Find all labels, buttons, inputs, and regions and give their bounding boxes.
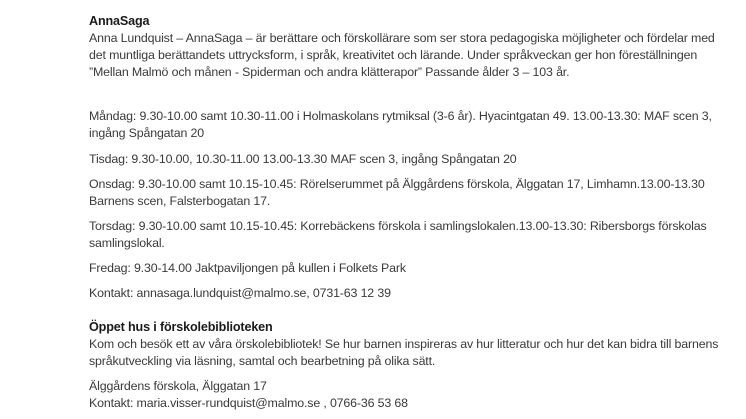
- schedule-monday: Måndag: 9.30-10.00 samt 10.30-11.00 i Holmaskolans rytmiksal (3-6 år). Hyacintgatan 49. 13.00-13.30: MAF scen 3, ingång Spångatan 20: [89, 109, 712, 140]
- schedule-tuesday: Tisdag: 9.30-10.00, 10.30-11.00 13.00-13.30 MAF scen 3, ingång Spångatan 20: [89, 152, 517, 166]
- schedule-wednesday: Onsdag: 9.30-10.00 samt 10.15-10.45: Rörelserummet på Älggårdens förskola, Älggatan 17, Limhamn.13.00-13.30 Barnens scen, Falsterbogatan 17.: [89, 177, 705, 208]
- open-house-contact: Kontakt: maria.visser-rundquist@malmo.se , 0766-36 53 68: [89, 396, 408, 410]
- open-house-heading: Öppet hus i förskolebiblioteken: [89, 320, 273, 334]
- annasaga-contact: Kontakt: annasaga.lundquist@malmo.se, 0731-63 12 39: [89, 286, 391, 300]
- schedule-friday: Fredag: 9.30-14.00 Jaktpaviljongen på kullen i Folkets Park: [89, 261, 406, 275]
- annasaga-section: [89, 13, 729, 81]
- annasaga-heading: AnnaSaga: [89, 14, 150, 28]
- annasaga-intro: Anna Lundquist – AnnaSaga – är berättare och förskollärare som ser stora pedagogiska möjligheter och fördelar med det muntliga berättandets uttrycksform, i språk, kreativitet och lärande. Under språkveckan ger hon föreställningen ”Mellan Malmö och månen - Spiderman och andra klätterapor” Passande ålder 3 – 103 år.: [89, 31, 715, 79]
- open-house-intro: Kom och besök ett av våra örskolebibliotek! Se hur barnen inspireras av hur litteratur och hur det kan bidra till barnens språkutveckling via läsning, samtal och bearbetning på olika sätt.: [89, 337, 719, 368]
- open-house-section: [89, 319, 729, 412]
- open-house-address: Älggårdens förskola, Älggatan 17: [89, 379, 267, 393]
- schedule-thursday: Torsdag: 9.30-10.00 samt 10.15-10.45: Korrebäckens förskola i samlingslokalen.13.00-13.30: Ribersborgs förskolas samlingslokal.: [89, 219, 707, 250]
